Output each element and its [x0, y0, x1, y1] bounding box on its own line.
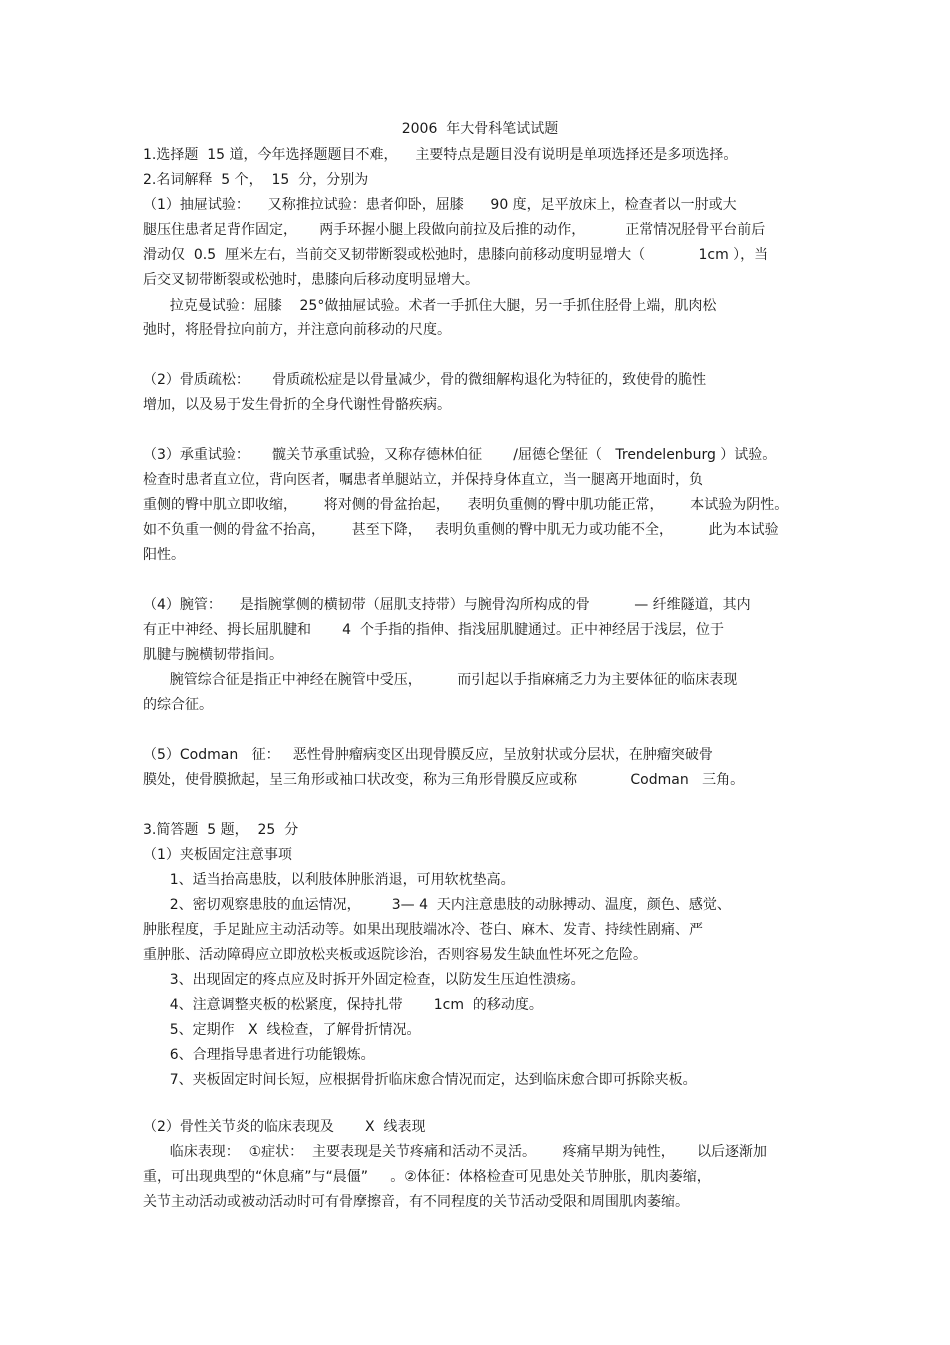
text-line: （1）抽屉试验： 又称推拉试验：患者仰卧，屈膝 90 度，足平放床上，检查者以一肘或大	[143, 197, 737, 213]
text-line: 重肿胀、活动障碍应立即放松夹板或返院诊治，否则容易发生缺血性坏死之危险。	[143, 947, 647, 963]
text-line: 检查时患者直立位，背向医者，嘱患者单腿站立，并保持身体直立，当一腿离开地面时，负	[143, 472, 703, 488]
text-line: （5）Codman 征： 恶性骨肿瘤病变区出现骨膜反应，呈放射状或分层状，在肿瘤突破骨	[143, 747, 713, 763]
text-line: 腕管综合征是指正中神经在腕管中受压， 而引起以手指麻痛乏力为主要体征的临床表现	[143, 672, 738, 688]
list-item: 6、合理指导患者进行功能锻炼。	[143, 1047, 375, 1063]
text-line: 滑动仅 0.5 厘米左右，当前交叉韧带断裂或松弛时，患膝向前移动度明显增大（ 1cm ），当	[143, 247, 769, 263]
list-item: 4、注意调整夹板的松紧度，保持扎带 1cm 的移动度。	[143, 997, 543, 1013]
list-item: 1、适当抬高患肢，以利肢体肿胀消退，可用软枕垫高。	[143, 872, 515, 888]
text-line: （2）骨质疏松： 骨质疏松症是以骨量减少，骨的微细解构退化为特征的，致使骨的脆性	[143, 372, 707, 388]
list-item: 2、密切观察患肢的血运情况， 3— 4 天内注意患肢的动脉搏动、温度，颜色、感觉、	[143, 897, 731, 913]
text-line: （2）骨性关节炎的临床表现及 X 线表现	[143, 1119, 426, 1135]
text-line: 弛时，将胫骨拉向前方，并注意向前移动的尺度。	[143, 322, 451, 338]
text-line: 拉克曼试验：屈膝 25°做抽屉试验。术者一手抓住大腿，另一手抓住胫骨上端，肌肉松	[143, 298, 717, 314]
text-line: （1）夹板固定注意事项	[143, 847, 292, 863]
text-line: 腿压住患者足背作固定， 两手环握小腿上段做向前拉及后推的动作， 正常情况胫骨平台前后	[143, 222, 766, 238]
list-item: 5、定期作 X 线检查，了解骨折情况。	[143, 1022, 421, 1038]
text-line: 1.选择题 15 道，今年选择题题目不难， 主要特点是题目没有说明是单项选择还是多项选择。	[143, 147, 738, 163]
text-line: 临床表现： ①症状： 主要表现是关节疼痛和活动不灵活。 疼痛早期为钝性， 以后逐渐加	[143, 1144, 768, 1160]
text-line: 肿胀程度，手足趾应主动活动等。如果出现肢端冰冷、苍白、麻木、发青、持续性剧痛、严	[143, 922, 703, 938]
text-line: 有正中神经、拇长屈肌腱和 4 个手指的指伸、指浅屈肌腱通过。正中神经居于浅层，位于	[143, 622, 724, 638]
text-line: （3）承重试验： 髋关节承重试验，又称存德林伯征 /屈德仑堡征（ Trendelenburg ）试验。	[143, 447, 777, 463]
list-item: 3、出现固定的疼点应及时拆开外固定检查，以防发生压迫性溃疡。	[143, 972, 585, 988]
text-line: 2.名词解释 5 个， 15 分，分别为	[143, 172, 369, 188]
text-line: 增加，以及易于发生骨折的全身代谢性骨骼疾病。	[143, 397, 451, 413]
text-line: 如不负重一侧的骨盆不抬高， 甚至下降， 表明负重侧的臀中肌无力或功能不全， 此为本试验	[143, 522, 779, 538]
text-line: 关节主动活动或被动活动时可有骨摩擦音，有不同程度的关节活动受限和周围肌肉萎缩。	[143, 1194, 689, 1210]
list-item: 7、夹板固定时间长短，应根据骨折临床愈合情况而定，达到临床愈合即可拆除夹板。	[143, 1072, 697, 1088]
text-line: 膜处，使骨膜掀起，呈三角形或袖口状改变，称为三角形骨膜反应或称 Codman 三角。	[143, 772, 745, 788]
document-title: 2006 年大骨科笔试试题	[401, 121, 559, 137]
text-line: （4）腕管： 是指腕掌侧的横韧带（屈肌支持带）与腕骨沟所构成的骨 — 纤维隧道，其内	[143, 597, 751, 613]
text-line: 阳性。	[143, 547, 185, 563]
text-line: 后交叉韧带断裂或松弛时，患膝向后移动度明显增大。	[143, 272, 479, 288]
text-line: 肌腱与腕横韧带指间。	[143, 647, 283, 663]
text-line: 重侧的臀中肌立即收缩， 将对侧的骨盆抬起， 表明负重侧的臀中肌功能正常， 本试验为阴性。	[143, 497, 789, 513]
section-heading: 3.简答题 5 题， 25 分	[143, 822, 299, 838]
text-line: 重，可出现典型的“休息痛”与“晨僵” 。②体征：体格检查可见患处关节肿胀，肌肉萎缩，	[143, 1169, 711, 1185]
text-line: 的综合征。	[143, 697, 213, 713]
